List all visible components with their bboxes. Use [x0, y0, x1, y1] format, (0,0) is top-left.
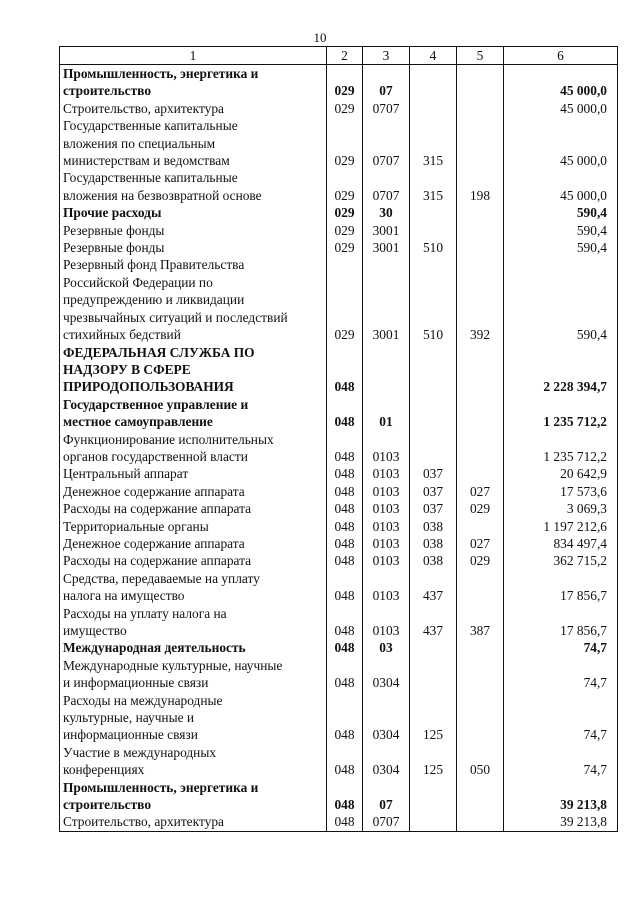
row-ministry-code: 029 [327, 169, 363, 204]
table-row [60, 222, 618, 239]
row-target-code: 315 [410, 169, 457, 204]
row-ministry-code: 048 [327, 639, 363, 656]
row-target-code [410, 344, 457, 396]
row-amount: 834 497,4 [504, 535, 618, 552]
row-ministry-code: 048 [327, 518, 363, 535]
row-amount: 17 856,7 [504, 570, 618, 605]
row-description-line: предупреждению и ликвидации [63, 292, 245, 308]
table-row [60, 535, 618, 552]
row-ministry-code: 048 [327, 552, 363, 569]
row-section-code: 07 [363, 779, 410, 814]
row-section-code: 07 [363, 65, 410, 100]
row-description-line: Промышленность, энергетика и [63, 779, 259, 795]
row-expense-type-code: 198 [457, 169, 504, 204]
row-description-line: НАДЗОРУ В СФЕРЕ [63, 361, 191, 377]
row-target-code: 037 [410, 483, 457, 500]
row-description-line: налога на имущество [63, 588, 185, 604]
row-expense-type-code [457, 570, 504, 605]
row-expense-type-code [457, 813, 504, 831]
row-expense-type-code [457, 344, 504, 396]
table-row [60, 639, 618, 656]
row-description [60, 100, 327, 117]
row-ministry-code: 029 [327, 204, 363, 221]
row-ministry-code: 029 [327, 117, 363, 169]
row-expense-type-code: 392 [457, 256, 504, 343]
row-description-line: ПРИРОДОПОЛЬЗОВАНИЯ [63, 379, 234, 395]
row-section-code: 0707 [363, 169, 410, 204]
row-section-code: 03 [363, 639, 410, 656]
row-ministry-code: 048 [327, 570, 363, 605]
row-ministry-code: 048 [327, 744, 363, 779]
row-target-code [410, 396, 457, 431]
row-ministry-code: 048 [327, 396, 363, 431]
header-col-2: 2 [327, 47, 363, 65]
row-amount: 39 213,8 [504, 779, 618, 814]
row-ministry-code: 048 [327, 483, 363, 500]
row-amount: 45 000,0 [504, 65, 618, 100]
table-row [60, 605, 618, 640]
table-row [60, 518, 618, 535]
row-section-code: 30 [363, 204, 410, 221]
row-section-code: 0103 [363, 605, 410, 640]
row-section-code: 0304 [363, 657, 410, 692]
row-amount: 362 715,2 [504, 552, 618, 569]
row-description-line: Резервные фонды [63, 240, 165, 256]
table-row [60, 552, 618, 569]
table-row [60, 204, 618, 221]
row-expense-type-code [457, 65, 504, 100]
row-description-line: Расходы на уплату налога на [63, 605, 227, 621]
table-row [60, 65, 618, 100]
row-description [60, 779, 327, 814]
row-ministry-code: 048 [327, 465, 363, 482]
row-section-code: 0707 [363, 813, 410, 831]
row-ministry-code: 048 [327, 500, 363, 517]
row-description-line: Территориальные органы [63, 518, 209, 534]
row-target-code: 510 [410, 239, 457, 256]
row-description [60, 465, 327, 482]
table-row [60, 169, 618, 204]
row-amount: 590,4 [504, 256, 618, 343]
row-description-line: местное самоуправление [63, 414, 213, 430]
row-description [60, 692, 327, 744]
row-ministry-code: 048 [327, 431, 363, 466]
row-description-line: Центральный аппарат [63, 466, 189, 482]
row-description [60, 396, 327, 431]
row-expense-type-code: 029 [457, 552, 504, 569]
row-target-code [410, 222, 457, 239]
row-description-line: информационные связи [63, 727, 198, 743]
row-description-line: Средства, передаваемые на уплату [63, 570, 260, 586]
row-expense-type-code: 027 [457, 535, 504, 552]
row-target-code: 437 [410, 605, 457, 640]
row-description-line: культурные, научные и [63, 710, 195, 726]
row-expense-type-code [457, 100, 504, 117]
row-expense-type-code: 050 [457, 744, 504, 779]
row-description-line: Расходы на международные [63, 692, 223, 708]
row-amount: 74,7 [504, 657, 618, 692]
row-expense-type-code [457, 518, 504, 535]
row-expense-type-code [457, 117, 504, 169]
row-amount: 74,7 [504, 692, 618, 744]
row-description-line: Международные культурные, научные [63, 657, 283, 673]
row-description-line: вложения на безвозвратной основе [63, 187, 262, 203]
row-description [60, 813, 327, 831]
row-section-code [363, 344, 410, 396]
row-description [60, 239, 327, 256]
row-description [60, 169, 327, 204]
row-amount: 74,7 [504, 744, 618, 779]
row-target-code: 315 [410, 117, 457, 169]
row-expense-type-code: 029 [457, 500, 504, 517]
row-target-code: 437 [410, 570, 457, 605]
row-ministry-code: 029 [327, 239, 363, 256]
table-row [60, 813, 618, 831]
row-ministry-code: 029 [327, 256, 363, 343]
row-description-line: Государственные капитальные [63, 118, 238, 134]
row-description-line: Резервный фонд Правительства [63, 257, 245, 273]
row-section-code: 0103 [363, 500, 410, 517]
row-target-code: 037 [410, 500, 457, 517]
header-col-6: 6 [504, 47, 618, 65]
row-description-line: строительство [63, 797, 152, 813]
row-amount: 39 213,8 [504, 813, 618, 831]
row-amount: 17 573,6 [504, 483, 618, 500]
table-row [60, 692, 618, 744]
row-description [60, 605, 327, 640]
row-section-code: 3001 [363, 222, 410, 239]
row-description-line: имущество [63, 623, 127, 638]
row-section-code: 3001 [363, 239, 410, 256]
row-description [60, 744, 327, 779]
row-description-line: Строительство, архитектура [63, 814, 224, 830]
row-amount: 45 000,0 [504, 117, 618, 169]
budget-table [59, 46, 618, 832]
row-description-line: министерствам и ведомствам [63, 153, 230, 169]
row-expense-type-code [457, 222, 504, 239]
row-amount: 590,4 [504, 204, 618, 221]
table-row [60, 744, 618, 779]
row-description-line: Функционирование исполнительных [63, 431, 274, 447]
table-header-row [60, 47, 618, 65]
row-target-code [410, 204, 457, 221]
row-section-code: 0103 [363, 535, 410, 552]
row-description-line: строительство [63, 83, 152, 99]
row-description-line: Промышленность, энергетика и [63, 66, 259, 81]
row-description [60, 500, 327, 517]
row-description [60, 518, 327, 535]
row-amount: 3 069,3 [504, 500, 618, 517]
row-description [60, 431, 327, 466]
row-description-line: Государственные капитальные [63, 170, 238, 186]
row-description-line: вложения по специальным [63, 135, 216, 151]
row-expense-type-code [457, 239, 504, 256]
row-description [60, 256, 327, 343]
row-ministry-code: 048 [327, 813, 363, 831]
row-description-line: органов государственной власти [63, 448, 248, 464]
row-target-code: 038 [410, 535, 457, 552]
row-ministry-code: 029 [327, 222, 363, 239]
row-expense-type-code: 387 [457, 605, 504, 640]
row-description [60, 222, 327, 239]
row-description-line: Расходы на содержание аппарата [63, 501, 252, 517]
row-expense-type-code [457, 657, 504, 692]
row-target-code [410, 813, 457, 831]
row-ministry-code: 029 [327, 65, 363, 100]
row-target-code: 038 [410, 518, 457, 535]
row-description-line: чрезвычайных ситуаций и последствий [63, 309, 288, 325]
table-row [60, 256, 618, 343]
row-expense-type-code [457, 692, 504, 744]
row-description-line: конференциях [63, 762, 145, 778]
row-amount: 590,4 [504, 239, 618, 256]
row-section-code: 0103 [363, 431, 410, 466]
row-description [60, 657, 327, 692]
row-expense-type-code [457, 779, 504, 814]
row-target-code: 038 [410, 552, 457, 569]
row-description-line: Участие в международных [63, 744, 217, 760]
table-row [60, 779, 618, 814]
row-description-line: Расходы на содержание аппарата [63, 553, 252, 569]
row-expense-type-code [457, 396, 504, 431]
row-section-code: 0304 [363, 744, 410, 779]
row-target-code [410, 100, 457, 117]
row-target-code [410, 779, 457, 814]
row-description-line: Прочие расходы [63, 205, 162, 221]
row-description-line: и информационные связи [63, 675, 209, 691]
row-expense-type-code [457, 431, 504, 466]
row-description-line: ФЕДЕРАЛЬНАЯ СЛУЖБА ПО [63, 344, 255, 360]
header-col-4: 4 [410, 47, 457, 65]
row-section-code: 0304 [363, 692, 410, 744]
row-amount: 20 642,9 [504, 465, 618, 482]
row-description [60, 204, 327, 221]
row-expense-type-code [457, 465, 504, 482]
row-ministry-code: 048 [327, 605, 363, 640]
row-description [60, 65, 327, 100]
table-row [60, 117, 618, 169]
table-row [60, 570, 618, 605]
row-expense-type-code [457, 204, 504, 221]
row-section-code: 0707 [363, 117, 410, 169]
row-description [60, 552, 327, 569]
row-ministry-code: 048 [327, 535, 363, 552]
row-section-code: 0707 [363, 100, 410, 117]
table-row [60, 483, 618, 500]
row-ministry-code: 048 [327, 779, 363, 814]
table-row [60, 239, 618, 256]
row-description-line: стихийных бедствий [63, 327, 181, 343]
row-amount: 1 235 712,2 [504, 431, 618, 466]
header-col-5: 5 [457, 47, 504, 65]
row-target-code: 510 [410, 256, 457, 343]
table-row [60, 396, 618, 431]
row-description [60, 570, 327, 605]
header-col-3: 3 [363, 47, 410, 65]
row-amount: 17 856,7 [504, 605, 618, 640]
row-description-line: Денежное содержание аппарата [63, 483, 245, 499]
table-row [60, 465, 618, 482]
table-row [60, 100, 618, 117]
row-section-code: 01 [363, 396, 410, 431]
row-description [60, 483, 327, 500]
row-description-line: Резервные фонды [63, 222, 165, 238]
row-amount: 45 000,0 [504, 169, 618, 204]
row-target-code [410, 639, 457, 656]
row-section-code: 3001 [363, 256, 410, 343]
row-description-line: Российской Федерации по [63, 274, 213, 290]
row-description-line: Денежное содержание аппарата [63, 535, 245, 551]
row-amount: 590,4 [504, 222, 618, 239]
row-target-code: 125 [410, 692, 457, 744]
row-section-code: 0103 [363, 465, 410, 482]
table-row [60, 500, 618, 517]
row-section-code: 0103 [363, 570, 410, 605]
row-amount: 1 235 712,2 [504, 396, 618, 431]
row-target-code [410, 65, 457, 100]
row-target-code: 037 [410, 465, 457, 482]
row-description [60, 117, 327, 169]
row-section-code: 0103 [363, 483, 410, 500]
row-description-line: Строительство, архитектура [63, 100, 224, 116]
row-description-line: Государственное управление и [63, 396, 249, 412]
row-ministry-code: 029 [327, 100, 363, 117]
row-amount: 2 228 394,7 [504, 344, 618, 396]
header-col-1: 1 [60, 47, 327, 65]
table-row [60, 431, 618, 466]
row-expense-type-code: 027 [457, 483, 504, 500]
row-section-code: 0103 [363, 552, 410, 569]
row-description [60, 639, 327, 656]
row-target-code [410, 657, 457, 692]
table-row [60, 657, 618, 692]
row-description [60, 344, 327, 396]
row-amount: 74,7 [504, 639, 618, 656]
row-description-line: Международная деятельность [63, 640, 246, 656]
row-ministry-code: 048 [327, 344, 363, 396]
row-description [60, 535, 327, 552]
row-ministry-code: 048 [327, 692, 363, 744]
table-row [60, 344, 618, 396]
row-ministry-code: 048 [327, 657, 363, 692]
row-amount: 45 000,0 [504, 100, 618, 117]
row-target-code: 125 [410, 744, 457, 779]
row-expense-type-code [457, 639, 504, 656]
page-number: 10 [313, 30, 327, 45]
row-target-code [410, 431, 457, 466]
row-amount: 1 197 212,6 [504, 518, 618, 535]
row-section-code: 0103 [363, 518, 410, 535]
